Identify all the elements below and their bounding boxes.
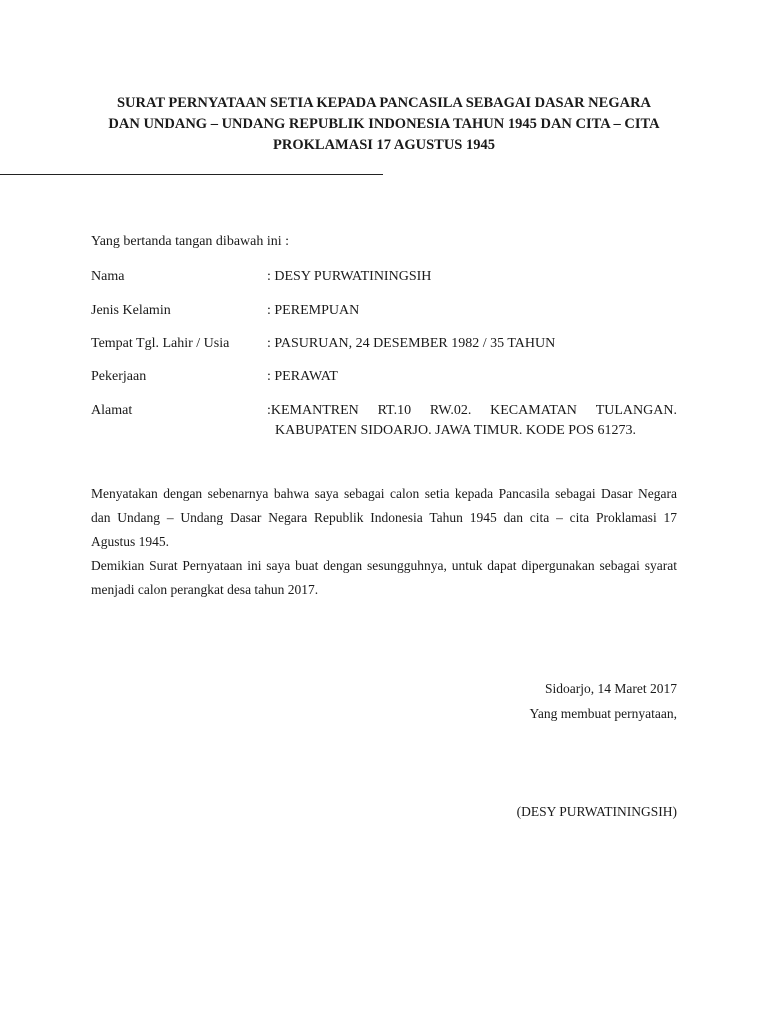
alamat-word: KECAMATAN (490, 403, 577, 418)
intro-text: Yang bertanda tangan dibawah ini : (91, 234, 290, 249)
field-value-jenis-kelamin: : PEREMPUAN (267, 303, 360, 318)
paragraph-line: Demikian Surat Pernyataan ini saya buat dengan sesungguhnya, untuk dapat dipergunakan sebagai syarat (91, 558, 677, 573)
field-label-ttl: Tempat Tgl. Lahir / Usia (91, 336, 230, 351)
alamat-line-1 (267, 401, 677, 421)
title-line-2: DAN UNDANG – UNDANG REPUBLIK INDONESIA TAHUN 1945 DAN CITA – CITA (108, 116, 660, 132)
document-title (60, 93, 708, 156)
paragraph-line: dan Undang – Undang Dasar Negara Republik Indonesia Tahun 1945 dan cita – cita Proklamasi 17 (91, 510, 677, 525)
paragraph-line: Menyatakan dengan sebenarnya bahwa saya sebagai calon setia kepada Pancasila sebagai Dasar Negara (91, 486, 677, 501)
statement-paragraph (91, 482, 677, 602)
title-divider (0, 174, 383, 175)
field-label-alamat: Alamat (91, 403, 133, 418)
alamat-word: :KEMANTREN (267, 403, 359, 418)
alamat-word: RT.10 (377, 403, 412, 418)
field-label-pekerjaan: Pekerjaan (91, 369, 147, 384)
title-line-1: SURAT PERNYATAAN SETIA KEPADA PANCASILA SEBAGAI DASAR NEGARA (116, 95, 652, 111)
field-value-alamat (267, 401, 677, 441)
signature-name: (DESY PURWATININGSIH) (516, 804, 677, 819)
title-line-3: PROKLAMASI 17 AGUSTUS 1945 (273, 137, 495, 153)
alamat-word: TULANGAN. (595, 403, 677, 418)
paragraph-line: menjadi calon perangkat desa tahun 2017. (91, 582, 319, 597)
signature-place-date: Sidoarjo, 14 Maret 2017 (545, 681, 677, 696)
field-value-pekerjaan: : PERAWAT (267, 369, 338, 384)
alamat-word: RW.02. (429, 403, 472, 418)
field-label-nama: Nama (91, 269, 125, 284)
signature-maker-label: Yang membuat pernyataan, (529, 706, 677, 721)
field-label-jenis-kelamin: Jenis Kelamin (91, 303, 171, 318)
field-value-ttl: : PASURUAN, 24 DESEMBER 1982 / 35 TAHUN (267, 336, 556, 351)
paragraph-line: Agustus 1945. (91, 534, 170, 549)
field-value-nama: : DESY PURWATININGSIH (267, 269, 432, 284)
alamat-line-2: KABUPATEN SIDOARJO. JAWA TIMUR. KODE POS 61273. (275, 423, 636, 438)
